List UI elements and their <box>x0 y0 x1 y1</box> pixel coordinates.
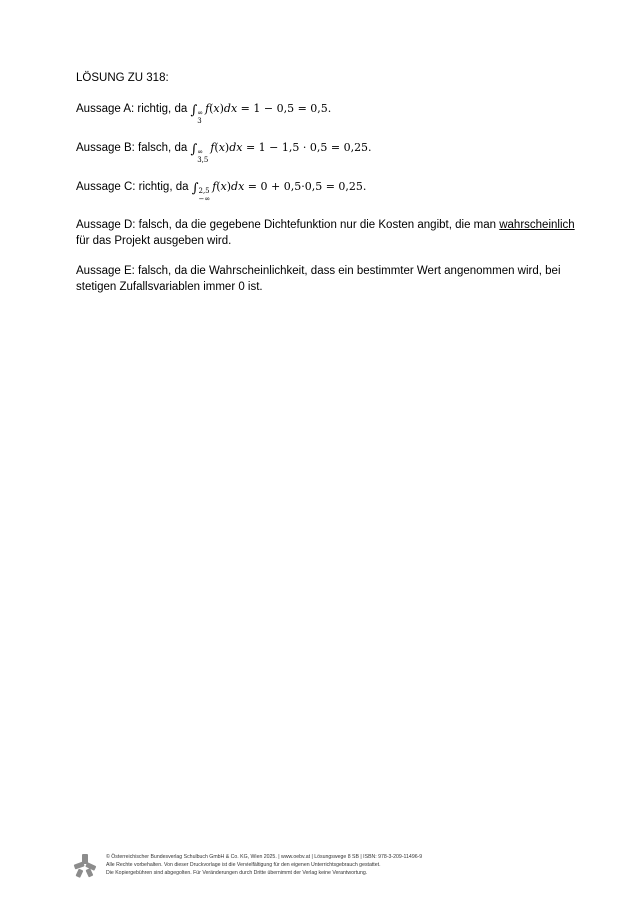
footer-text <box>106 853 422 877</box>
statement-c-formula <box>191 180 367 203</box>
integral-limits <box>197 110 203 125</box>
footer-line-1: © Österreichischer Bundesverlag Schulbuch GmbH & Co. KG, Wien 2025. | www.oebv.at | Lösungswege 8 SB | ISBN: 978-3-209-11496-9 <box>106 854 423 860</box>
statement-c-text: Aussage C: richtig, da <box>76 181 192 193</box>
statement-a-formula <box>190 102 332 125</box>
oebv-logo-icon <box>72 852 98 878</box>
statement-d-after: für das Projekt ausgeben wird. <box>76 234 232 247</box>
statement-d <box>76 218 588 249</box>
integral-sign: ∫ <box>191 181 199 196</box>
statement-b-formula <box>190 141 372 164</box>
statement-a-text: Aussage A: richtig, da <box>76 103 191 115</box>
statement-a <box>76 101 588 125</box>
statement-b-text: Aussage B: falsch, da <box>76 142 191 154</box>
upper-limit: ∞ <box>197 148 204 156</box>
lower-limit: 3,5 <box>197 156 209 164</box>
upper-limit: ∞ <box>197 109 204 117</box>
lower-limit: −∞ <box>198 195 211 203</box>
page-footer <box>72 852 572 882</box>
solution-title: LÖSUNG ZU 318: <box>76 72 169 84</box>
formula-expression: 𝑓(𝑥)𝑑𝑥 = 1 − 1,5 · 0,5 = 0,25. <box>210 141 372 154</box>
lower-limit: 3 <box>197 117 202 125</box>
integral-limits <box>197 149 208 164</box>
integral-sign: ∫ <box>190 103 198 118</box>
formula-expression: 𝑓(𝑥)𝑑𝑥 = 0 + 0,5·0,5 = 0,25. <box>212 180 367 193</box>
integral-limits <box>198 188 210 203</box>
solution-content <box>76 72 588 310</box>
statement-d-underlined: wahrscheinlich <box>499 219 575 231</box>
formula-expression: 𝑓(𝑥)𝑑𝑥 = 1 − 0,5 = 0,5. <box>205 102 332 115</box>
statement-d-before: Aussage D: falsch, da die gegebene Dichtefunktion nur die Kosten angibt, die man <box>76 219 500 231</box>
footer-line-2: Alle Rechte vorbehalten. Von dieser Druckvorlage ist die Vervielfältigung für den eigenen Unterrichtsgebrauch gestattet. <box>106 862 381 868</box>
upper-limit: 2,5 <box>198 187 210 195</box>
statement-b <box>76 140 588 164</box>
statement-e: Aussage E: falsch, da die Wahrscheinlichkeit, dass ein bestimmter Wert angenommen wird, bei stetigen Zufallsvariablen immer 0 ist. <box>76 265 561 293</box>
integral-sign: ∫ <box>190 142 198 157</box>
statement-c <box>76 179 588 203</box>
footer-line-3: Die Kopiergebühren sind abgegolten. Für Veränderungen durch Dritte übernimmt der Verlag keine Verantwortung. <box>106 870 368 876</box>
